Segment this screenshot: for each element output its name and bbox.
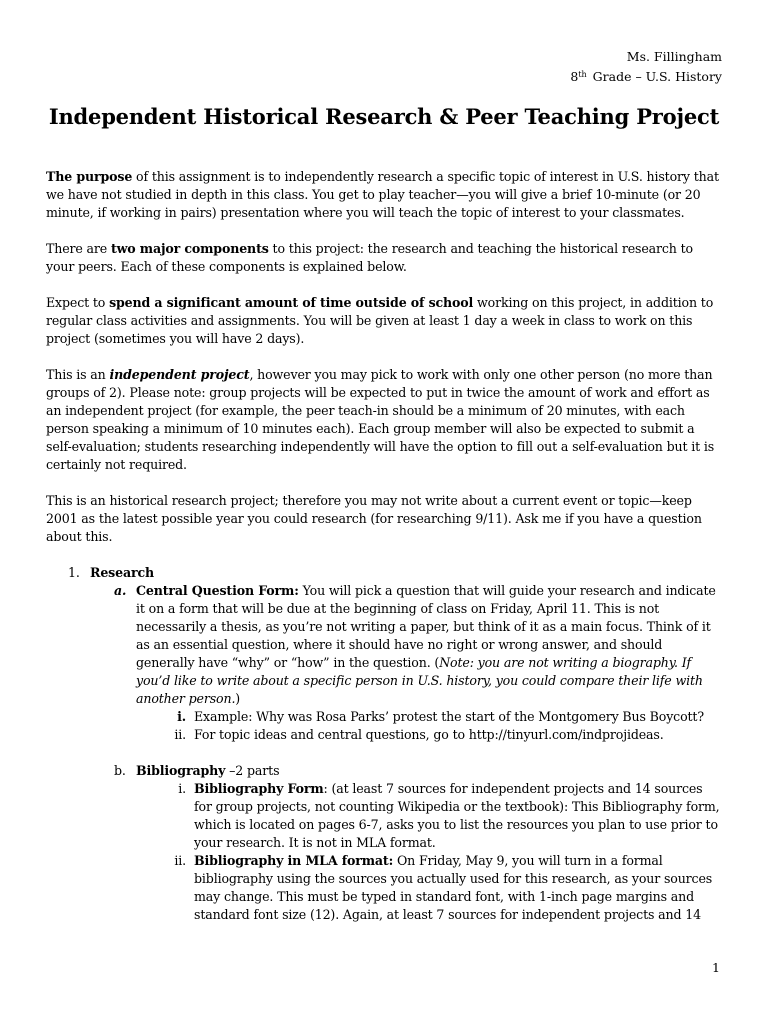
paragraph-independent: This is an independent project, however you may pick to work with only one other person (no more than groups of 2). Please note: group projects will be expected to put in twice the amount of work and effort as an independent project (for example, the peer teach-in should be a minimum of 20 minutes, with each person speaking a minimum of 10 minutes each). Each group member will also be expected to submit a self-evaluation; students researching independently will have the option to fill out a self-evaluation but it is certainly not required.	[46, 367, 715, 472]
paragraph-purpose: The purpose of this assignment is to independently research a specific topic of interest in U.S. history that we have not studied in depth in this class. You get to play teacher—you will give a brief 10-minute (or 20 minute, if working in pairs) presentation where you will teach the topic of interest to your classmates.	[46, 169, 719, 220]
item-central-question: a. Central Question Form: You will pick a question that will guide your research and indicate it on a form that will be due at the beginning of class on Friday, April 11. This is not necessarily a thesis, as you’re not writing a paper, but think of it as a main focus. Think of it as an essential question, where it should have no right or wrong answer, and should generally have “why” or “how” in the question. (Note: you are not writing a biography. If you’d like to write about a specific person in U.S. history, you could compare their life with another person.) i. Example: Why was Rosa Parks’ protest the start of the Montgomery Bus Boycott? ii. For topic ideas and central questions, go to http://tinyurl.com/indprojideas.	[114, 582, 722, 744]
page-title: Independent Historical Research & Peer Teaching Project	[48, 104, 720, 129]
page-number: 1	[712, 960, 720, 975]
subitem-bibliography-form: i. Bibliography Form: (at least 7 sources for independent projects and 14 sources for group projects, not counting Wikipedia or the textbook): This Bibliography form, which is located on pages 6-7, asks you to list the resources you plan to use prior to your research. It is not in MLA format.	[178, 781, 720, 850]
paragraph-components: There are two major components to this project: the research and teaching the historical research to your peers. Each of these components is explained below.	[46, 241, 693, 274]
subitem-example: i. Example: Why was Rosa Parks’ protest the start of the Montgomery Bus Boycott?	[177, 709, 704, 724]
section-research: 1. Research	[68, 565, 155, 580]
subitem-bibliography-mla: ii. Bibliography in MLA format: On Friday, May 9, you will turn in a formal bibliography using the sources you actually used for this research, as your sources may change. This must be typed in standard font, with 1-inch page margins and standard font size (12). Again, at least 7 sources for independent projects and 14	[174, 853, 713, 922]
paragraph-time: Expect to spend a significant amount of time outside of school working on this project, in addition to regular class activities and assignments. You will be given at least 1 day a week in class to work on this project (sometimes you will have 2 days).	[46, 295, 714, 346]
header-block	[570, 48, 722, 86]
paragraph-historical: This is an historical research project; therefore you may not write about a current event or topic—keep 2001 as the latest possible year you could research (for researching 9/11). Ask me if you have a question about this.	[46, 493, 702, 544]
teacher-name: Ms. Fillingham	[626, 49, 722, 64]
course-line: 8th Grade – U.S. History	[570, 69, 722, 84]
document-body	[46, 168, 722, 924]
subitem-topic-ideas: ii. For topic ideas and central questions, go to http://tinyurl.com/indprojideas.	[174, 727, 664, 742]
item-bibliography: b. Bibliography –2 parts i. Bibliography Form: (at least 7 sources for independent projects and 14 sources for group projects, not counting Wikipedia or the textbook): This Bibliography form, which is located on pages 6-7, asks you to list the resources you plan to use prior to your research. It is not in MLA format. ii. Bibliography in MLA format: On Friday, May 9, you will turn in a formal bibliography using the sources you actually used for this research, as your sources may change. This must be typed in standard font, with 1-inch page margins and standard font size (12). Again, at least 7 sources for independent projects and 14	[114, 762, 722, 924]
